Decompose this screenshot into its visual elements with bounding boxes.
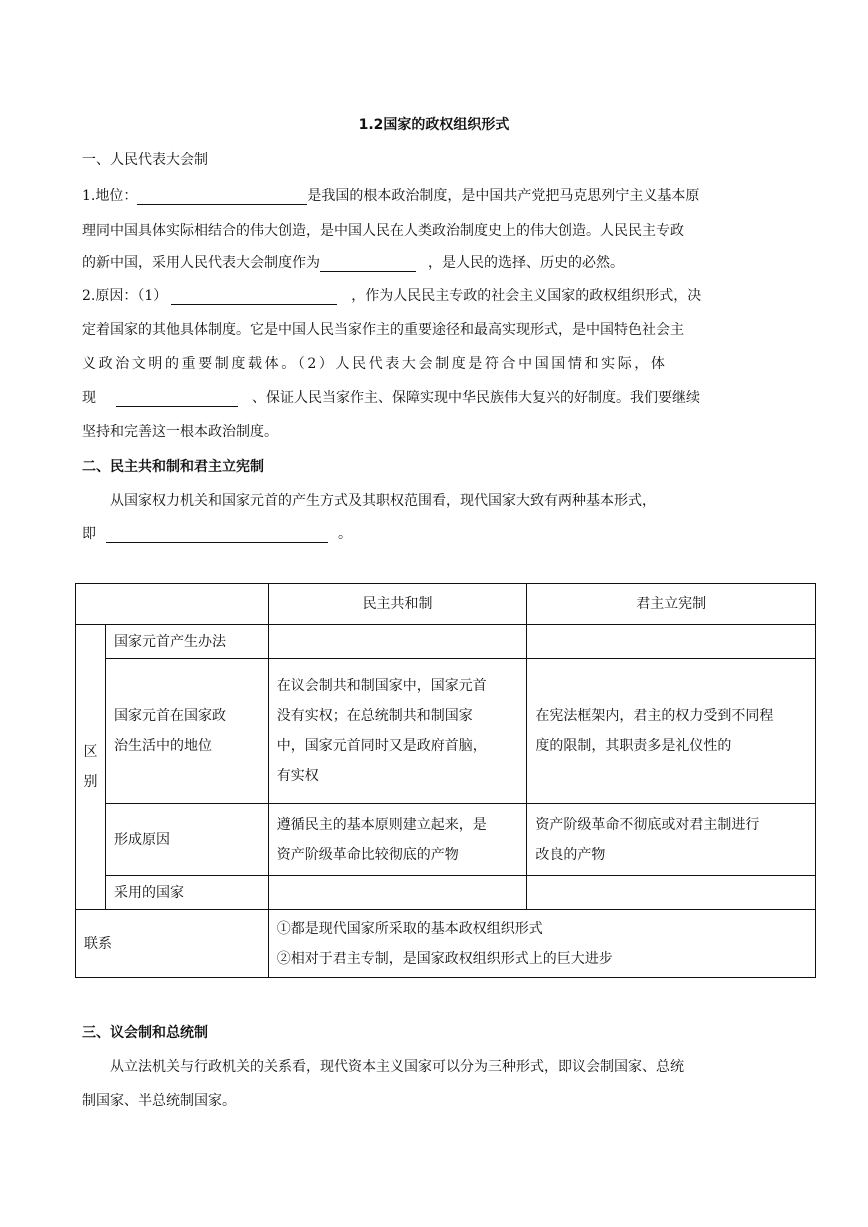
text: 现 bbox=[82, 390, 96, 406]
row-label: 形成原因 bbox=[105, 804, 268, 876]
text: ，是人民的选择、历史的必然。 bbox=[428, 255, 624, 271]
section1-line4 bbox=[82, 285, 701, 305]
table-header-row bbox=[76, 584, 816, 625]
section2-line2 bbox=[82, 523, 352, 543]
text: 、保证人民当家作主、保障实现中华民族伟大复兴的好制度。我们要继续 bbox=[252, 390, 700, 406]
header-constitutional-monarchy: 君主立宪制 bbox=[527, 584, 816, 625]
section1-line8: 坚持和完善这一根本政治制度。 bbox=[82, 424, 278, 440]
row-label bbox=[105, 659, 268, 804]
section3-heading: 三、议会制和总统制 bbox=[82, 1025, 208, 1041]
cell-empty[interactable] bbox=[268, 625, 527, 659]
comparison-table bbox=[75, 583, 816, 978]
table-row bbox=[76, 625, 816, 659]
table-row bbox=[76, 910, 816, 978]
section3-line2: 制国家、半总统制国家。 bbox=[82, 1093, 236, 1109]
cell-democratic-origin bbox=[268, 804, 527, 876]
section1-line2: 理同中国具体实际相结合的伟大创造，是中国人民在人类政治制度史上的伟大创造。人民民主专政 bbox=[82, 223, 684, 239]
row-label: 采用的国家 bbox=[105, 876, 268, 910]
section1-line3 bbox=[82, 252, 624, 272]
table-row bbox=[76, 804, 816, 876]
cell-line: 中，国家元首同时又是政府首脑， bbox=[276, 738, 487, 754]
cell-link bbox=[268, 910, 815, 978]
cell-line: 改良的产物 bbox=[535, 846, 606, 863]
section1-heading: 一、人民代表大会制 bbox=[82, 152, 208, 168]
section3-line1: 从立法机关与行政机关的关系看，现代资本主义国家可以分为三种形式，即议会制国家、总统 bbox=[110, 1059, 684, 1075]
text: 2.原因：（1） bbox=[82, 288, 168, 304]
text: 的新中国，采用人民代表大会制度作为 bbox=[82, 255, 320, 271]
answer-blank[interactable] bbox=[320, 256, 416, 272]
cell-line: 资产阶级革命不彻底或对君主制进行 bbox=[535, 816, 760, 833]
text: 。 bbox=[338, 526, 352, 542]
cell-line: 遵循民主的基本原则建立起来，是 bbox=[276, 816, 487, 833]
page-title: 1.2国家的政权组织形式 bbox=[358, 117, 510, 133]
cell-line: 资产阶级革命比较彻底的产物 bbox=[276, 846, 459, 863]
header-democratic-republic: 民主共和制 bbox=[268, 584, 527, 625]
section1-line6: 义政治文明的重要制度载体。（2）人民代表大会制度是符合中国国情和实际，体 bbox=[82, 356, 668, 372]
answer-blank[interactable] bbox=[106, 527, 328, 543]
group-label-char: 区 bbox=[83, 744, 98, 760]
section1-line5: 定着国家的其他具体制度。它是中国人民当家作主的重要途径和最高实现形式，是中国特色社会主 bbox=[82, 322, 684, 338]
cell-line: 有实权 bbox=[276, 768, 319, 784]
row-label-link: 联系 bbox=[76, 910, 269, 978]
answer-blank[interactable] bbox=[137, 189, 307, 205]
cell-line: 度的限制，其职责多是礼仪性的 bbox=[535, 738, 732, 754]
row-label: 国家元首产生办法 bbox=[105, 625, 268, 659]
cell-line: ①都是现代国家所采取的基本政权组织形式 bbox=[276, 920, 543, 937]
cell-line: 没有实权；在总统制共和制国家 bbox=[276, 708, 473, 724]
section1-line7 bbox=[82, 387, 700, 407]
table-row bbox=[76, 876, 816, 910]
cell-line: 在宪法框架内，君主的权力受到不同程 bbox=[535, 708, 774, 724]
text: 1.地位： bbox=[82, 188, 138, 204]
cell-empty[interactable] bbox=[527, 876, 816, 910]
section1-line1 bbox=[82, 185, 699, 205]
label-line: 国家元首在国家政 bbox=[113, 708, 226, 724]
text: 是我国的根本政治制度，是中国共产党把马克思列宁主义基本原 bbox=[307, 188, 700, 204]
cell-democratic-status bbox=[268, 659, 527, 804]
table-row bbox=[76, 659, 816, 804]
section2-line1: 从国家权力机关和国家元首的产生方式及其职权范围看，现代国家大致有两种基本形式， bbox=[110, 493, 656, 509]
table-corner-cell bbox=[76, 584, 269, 625]
label-line: 治生活中的地位 bbox=[113, 738, 212, 754]
group-label-char: 别 bbox=[83, 774, 98, 790]
section2-heading: 二、民主共和制和君主立宪制 bbox=[82, 459, 264, 475]
cell-monarchy-status bbox=[527, 659, 816, 804]
cell-line: ②相对于君主专制，是国家政权组织形式上的巨大进步 bbox=[276, 950, 613, 967]
cell-empty[interactable] bbox=[268, 876, 527, 910]
answer-blank[interactable] bbox=[116, 391, 238, 407]
text: ，作为人民民主专政的社会主义国家的政权组织形式，决 bbox=[351, 288, 702, 304]
cell-empty[interactable] bbox=[527, 625, 816, 659]
cell-line: 在议会制共和制国家中，国家元首 bbox=[276, 678, 487, 694]
answer-blank[interactable] bbox=[171, 289, 337, 305]
cell-monarchy-origin bbox=[527, 804, 816, 876]
text: 即 bbox=[82, 526, 96, 542]
group-label-difference bbox=[76, 625, 106, 910]
